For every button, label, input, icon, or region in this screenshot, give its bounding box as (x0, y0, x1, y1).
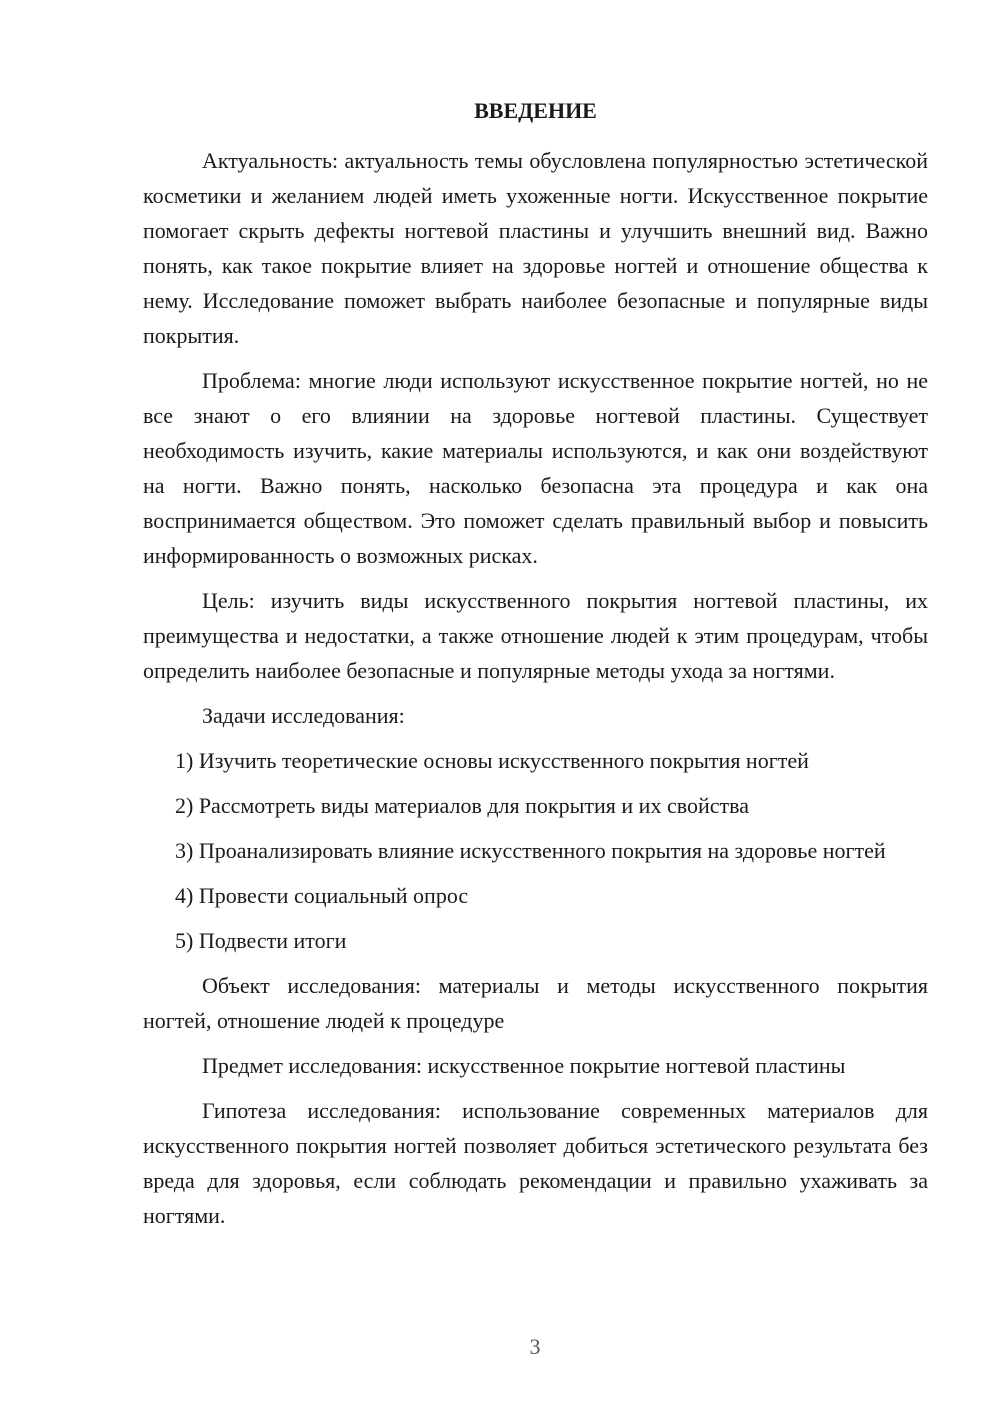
page-number: 3 (529, 1334, 541, 1359)
subject-paragraph: Предмет исследования: искусственное покрытие ногтевой пластины (202, 1053, 846, 1078)
document-title: ВВЕДЕНИЕ (474, 98, 597, 123)
object-paragraph: Объект исследования: материалы и методы искусственного покрытия ногтей, отношение людей к процедуре (143, 973, 928, 1033)
relevance-paragraph: Актуальность: актуальность темы обусловлена популярностью эстетической косметики и желанием людей иметь ухоженные ногти. Искусственное покрытие помогает скрыть дефекты ногтевой пластины и улучшить внешний вид. Важно понять, как такое покрытие влияет на здоровье ногтей и отношение общества к нему. Исследование поможет выбрать наиболее безопасные и популярные виды покрытия. (143, 148, 928, 348)
task-item-5: 5) Подвести итоги (175, 928, 347, 953)
hypothesis-paragraph: Гипотеза исследования: использование современных материалов для искусственного покрытия ногтей позволяет добиться эстетического результата без вреда для здоровья, если соблюдать рекомендации и правильно ухаживать за ногтями. (143, 1098, 928, 1228)
goal-paragraph: Цель: изучить виды искусственного покрытия ногтевой пластины, их преимущества и недостатки, а также отношение людей к этим процедурам, чтобы определить наиболее безопасные и популярные методы ухода за ногтями. (143, 588, 928, 683)
task-item-2: 2) Рассмотреть виды материалов для покрытия и их свойства (175, 793, 749, 818)
task-item-3: 3) Проанализировать влияние искусственного покрытия на здоровье ногтей (175, 838, 886, 863)
task-item-4: 4) Провести социальный опрос (175, 883, 469, 908)
problem-paragraph: Проблема: многие люди используют искусственное покрытие ногтей, но не все знают о его влиянии на здоровье ногтевой пластины. Существует необходимость изучить, какие материалы используются, и как они воздействуют на ногти. Важно понять, насколько безопасна эта процедура и как она воспринимается обществом. Это поможет сделать правильный выбор и повысить информированность о возможных рисках. (143, 368, 928, 568)
tasks-heading: Задачи исследования: (202, 703, 405, 728)
document-body (143, 143, 928, 1243)
task-item-1: 1) Изучить теоретические основы искусственного покрытия ногтей (175, 748, 809, 773)
